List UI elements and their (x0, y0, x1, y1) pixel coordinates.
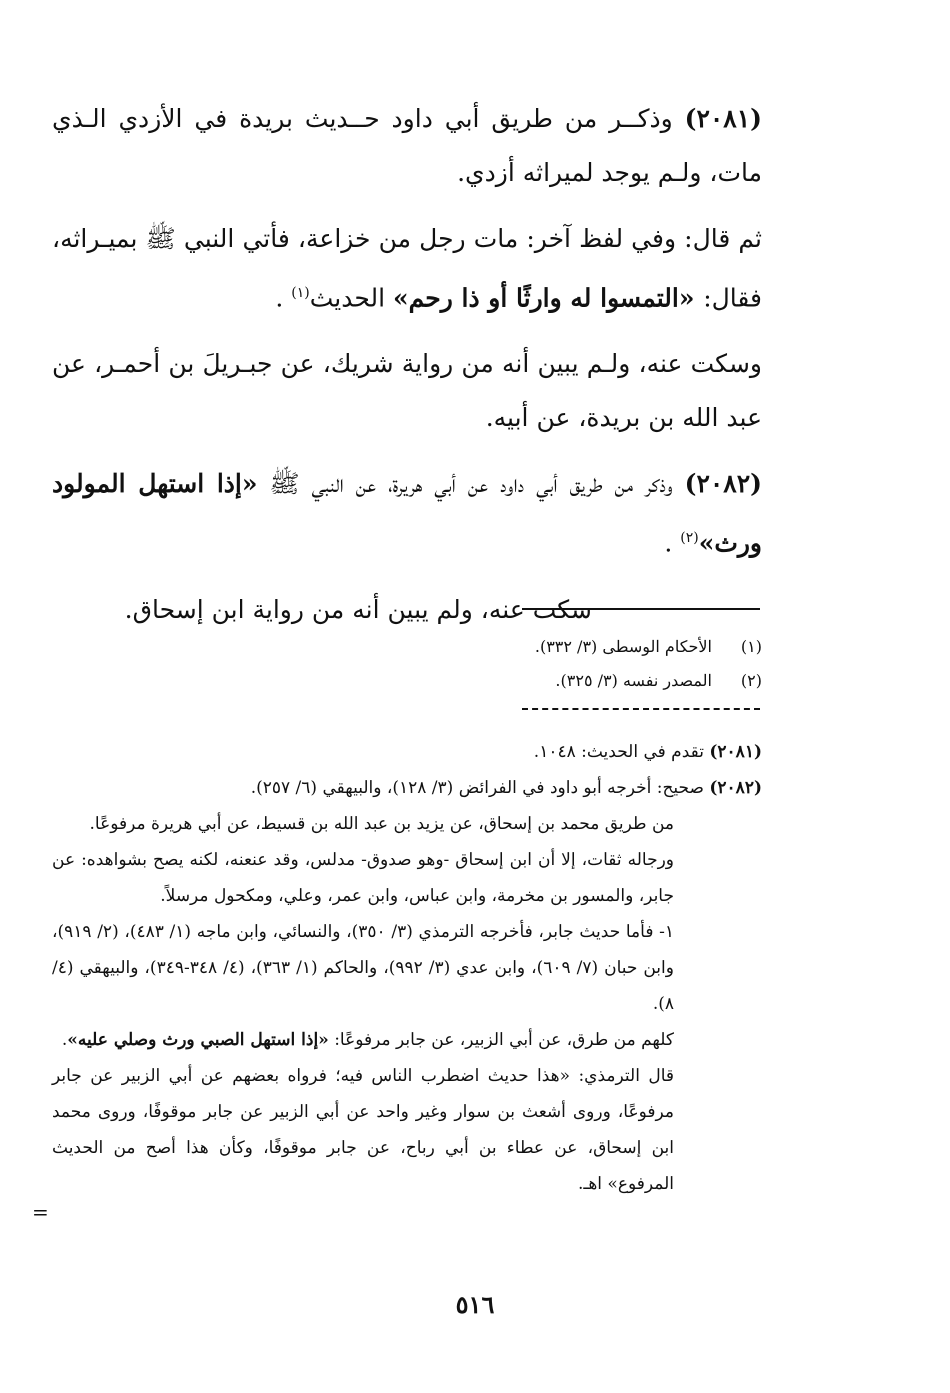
footnote-index: (١) (740, 637, 762, 656)
hadith-number: (٢٠٨٢) (684, 469, 762, 499)
commentary-text: كلهم من طرق، عن أبي الزبير، عن جابر مرفوعًا: (328, 1030, 674, 1050)
hadith-quote: «إذا استهل الصبي ورث وصلي عليه» (67, 1030, 329, 1050)
commentary (52, 734, 762, 1202)
commentary-separator (522, 708, 760, 710)
commentary-entry-2081 (52, 734, 762, 770)
narration-tail: الحديث (309, 283, 394, 313)
commentary-text: . (61, 1030, 68, 1050)
narration-paragraph: ثم قال: وفي لفظ آخر: مات رجل من خزاعة، فأتي النبي ﷺ بميـراثه، فقال: «التمسوا له وارثًا أو ذا رحم» الحديث$^{(١)}$ . (52, 224, 762, 313)
footnote-text: الأحكام الوسطى (٣/ ٣٣٢). (534, 637, 712, 656)
commentary-text: تقدم في الحديث: ١٠٤٨. (533, 742, 704, 762)
hadith-number: (٢٠٨١) (684, 104, 762, 133)
silence-paragraph (52, 337, 762, 445)
footnote-index: (٢) (740, 671, 762, 690)
footnote-text: المصدر نفسه (٣/ ٣٢٥). (555, 671, 712, 690)
commentary-entry-2082 (52, 770, 762, 806)
hadith-2081-paragraph (52, 92, 762, 200)
commentary-line: من طريق محمد بن إسحاق، عن يزيد بن عبد الله بن قسيط، عن أبي هريرة مرفوعًا. (89, 814, 674, 834)
footnote-separator (522, 608, 760, 610)
continuation-mark: = (32, 1200, 49, 1224)
hadith-2082-paragraph: (٢٠٨٢) وذكر من طريق أبي داود عن أبي هريرة، عن النبي ﷺ «إذا استهل المولود ورث»$^{(٢)}$ . (52, 469, 762, 558)
commentary-label: (٢٠٨٢) (709, 778, 762, 798)
hadith-text: وذكــر من طريق أبي داود حــديث بريدة في الأزدي الـذي مات، ولـم يوجد لميراثه أزدي. (52, 104, 762, 187)
commentary-text: صحيح: أخرجه أبو داود في الفرائض (٣/ ١٢٨)، والبيهقي (٦/ ٢٥٧). (250, 778, 704, 798)
commentary-line: قال الترمذي: «هذا حديث اضطرب الناس فيه؛ فرواه بعضهم عن أبي الزبير عن جابر مرفوعًا، وروى أشعث بن سوار وغير واحد عن أبي الزبير عن جابر موقوفًا، وروى محمد ابن إسحاق، عن عطاء بن أبي رباح، عن جابر موقوفًا، وكأن هذا أصح من الحديث المرفوع» اهـ. (52, 1066, 674, 1194)
page-number: ٥١٦ (455, 1290, 495, 1319)
footnotes (52, 630, 762, 698)
commentary-line: ١- فأما حديث جابر، فأخرجه الترمذي (٣/ ٣٥٠)، والنسائي، وابن ماجه (١/ ٤٨٣)، (٢/ ٩١٩)، وابن حبان (٧/ ٦٠٩)، وابن عدي (٣/ ٩٩٢)، والحاكم (١/ ٣٦٣)، (٤/ ٣٤٨-٣٤٩)، والبيهقي (٤/ ٨). (52, 922, 674, 1014)
footnote-marker: (٢) (680, 530, 699, 547)
commentary-label: (٢٠٨١) (709, 742, 762, 762)
silence-text: وسكت عنه، ولـم يبين أنه من رواية شريك، عن جبـريلَ بن أحمـر، عن عبد الله بن بريدة، عن أبيه. (52, 349, 762, 433)
footnote (52, 664, 762, 698)
hadith-quote: «التمسوا له وارثًا أو ذا رحم» (393, 283, 704, 313)
main-text (52, 92, 762, 649)
footnote-marker: (١) (291, 285, 310, 301)
hadith-quote: «إذا استهل المولود ورث» (52, 469, 762, 558)
footnote (52, 630, 762, 664)
narration-text: ثم قال: وفي لفظ آخر: مات رجل من خزاعة، فأتي النبي ﷺ بميـراثه، فقال: (52, 224, 762, 313)
silence-text: سكت عنه، ولم يبين أنه من رواية ابن إسحاق. (124, 594, 592, 624)
hadith-text: وذكر من طريق أبي داود عن أبي هريرة، عن النبي ﷺ (257, 469, 685, 499)
commentary-line: ورجاله ثقات، إلا أن ابن إسحاق -وهو صدوق- مدلس، وقد عنعنه، لكنه يصح بشواهده: عن جابر، والمسور بن مخرمة، وابن عباس، وابن عمر، وعلي، ومكحول مرسلاً. (52, 850, 674, 906)
commentary-line (52, 1022, 762, 1058)
